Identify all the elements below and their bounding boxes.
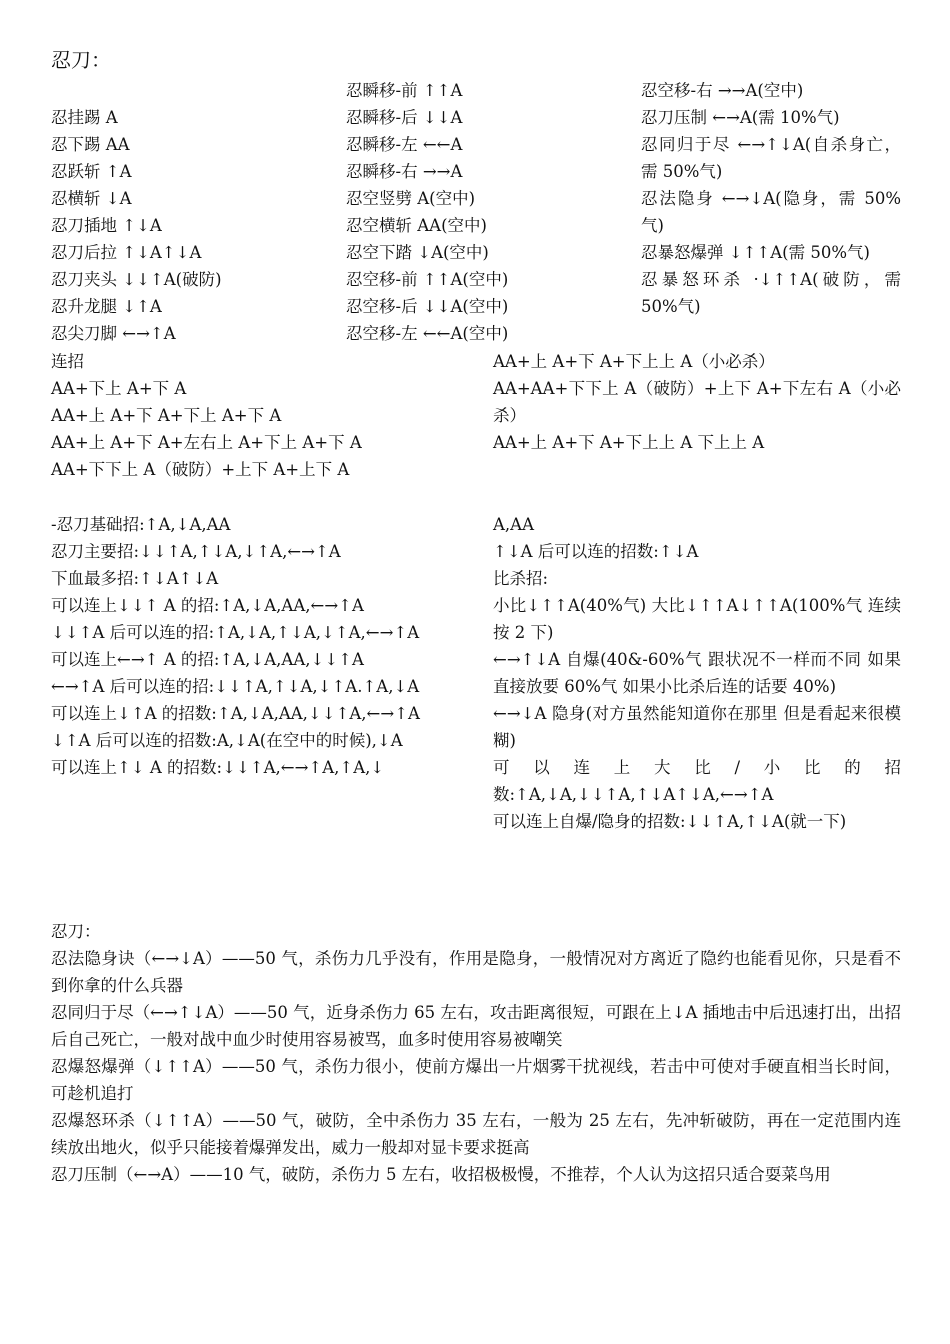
combo-line: AA+下下上 A（破防）+上下 A+上下 A [51, 460, 350, 479]
move-line: 忍空移-后 ↓↓A(空中) [346, 297, 509, 316]
moves-column-3 [641, 77, 901, 320]
move-line: 忍暴怒环杀 ·↓↑↑A(破防，需 50%气) [641, 270, 901, 316]
move-line: 忍空竖劈 A(空中) [346, 189, 476, 208]
move-line: 忍空移-前 ↑↑A(空中) [346, 270, 509, 289]
tip-line: ←→↑A 后可以连的招:↓↓↑A,↑↓A,↓↑A.↑A,↓A [51, 677, 420, 696]
tip-line: 下血最多招:↑↓A↑↓A [51, 569, 219, 588]
move-line: 忍瞬移-右 →→A [346, 162, 463, 181]
combo-line: AA+下上 A+下 A [51, 379, 187, 398]
tip-line: ↓↑A 后可以连的招数:A,↓A(在空中的时候),↓A [51, 731, 403, 750]
move-line: 忍暴怒爆弹 ↓↑↑A(需 50%气) [641, 243, 870, 262]
combo-column-right [493, 348, 901, 456]
move-line: 忍瞬移-前 ↑↑A [346, 81, 463, 100]
move-line: 忍刀夹头 ↓↓↑A(破防) [51, 270, 222, 289]
moves-column-2 [346, 77, 631, 347]
move-line: 忍同归于尽 ←→↑↓A(自杀身亡，需 50%气) [641, 135, 901, 181]
combo-line: AA+上 A+下 A+下上 A+下 A [51, 406, 282, 425]
move-line: 忍跃斩 ↑A [51, 162, 132, 181]
move-line: 忍瞬移-后 ↓↓A [346, 108, 463, 127]
move-line: 忍尖刀脚 ←→↑A [51, 324, 176, 343]
move-line [51, 77, 331, 104]
description-section [51, 918, 901, 1188]
tip-line: 可以连上↓↓↑ A 的招:↑A,↓A,AA,←→↑A [51, 596, 364, 615]
tip-line: 小比↓↑↑A(40%气) 大比↓↑↑A↓↑↑A(100%气 连续按 2 下) [493, 596, 901, 642]
tip-line: 可以连上自爆/隐身的招数:↓↓↑A,↑↓A(就一下) [493, 812, 847, 831]
move-line: 忍横斩 ↓A [51, 189, 132, 208]
tip-line: 忍刀主要招:↓↓↑A,↑↓A,↓↑A,←→↑A [51, 542, 341, 561]
tip-line: ←→↑↓A 自爆(40&-60%气 跟状况不一样而不同 如果直接放要 60%气 如果小比杀后连的话要 40%) [493, 650, 901, 696]
description-paragraph: 忍同归于尽（←→↑↓A）——50 气，近身杀伤力 65 左右，攻击距离很短，可跟在上↓A 插地击中后迅速打出，出招后自己死亡，一般对战中血少时使用容易被骂，血多时使用容易被嘲笑 [51, 1003, 901, 1049]
tip-line: ↓↓↑A 后可以连的招:↑A,↓A,↑↓A,↓↑A,←→↑A [51, 623, 420, 642]
combo-line: AA+上 A+下 A+左右上 A+下上 A+下 A [51, 433, 362, 452]
tip-line: -忍刀基础招:↑A,↓A,AA [51, 515, 231, 534]
combo-line: AA+AA+下下上 A（破防）+上下 A+下左右 A（小必杀） [493, 379, 901, 425]
combo-heading: 连招 [51, 352, 84, 371]
move-line: 忍空移-右 →→A(空中) [641, 81, 804, 100]
tip-line: ←→↓A 隐身(对方虽然能知道你在那里 但是看起来很模糊) [493, 704, 901, 750]
move-line: 忍瞬移-左 ←←A [346, 135, 463, 154]
combo-column-left [51, 348, 481, 483]
section-heading: 忍刀： [51, 922, 101, 941]
description-paragraph: 忍爆怒爆弹（↓↑↑A）——50 气，杀伤力很小，使前方爆出一片烟雾干扰视线，若击中可使对手硬直相当长时间，可趁机追打 [51, 1057, 901, 1103]
move-line: 忍刀插地 ↑↓A [51, 216, 162, 235]
description-paragraph: 忍法隐身诀（←→↓A）——50 气，杀伤力几乎没有，作用是隐身，一般情况对方离近了隐约也能看见你，只是看不到你拿的什么兵器 [51, 949, 901, 995]
move-line: 忍空移-左 ←←A(空中) [346, 324, 509, 343]
description-paragraph: 忍爆怒环杀（↓↑↑A）——50 气，破防，全中杀伤力 35 左右，一般为 25 左右，先冲斩破防，再在一定范围内连续放出地火，似乎只能接着爆弹发出，威力一般却对显卡要求挺高 [51, 1111, 901, 1157]
move-line: 忍升龙腿 ↓↑A [51, 297, 162, 316]
moves-column-1 [51, 77, 331, 347]
page-title: 忍刀： [51, 48, 111, 72]
tip-line: 可以连上↑↓ A 的招数:↓↓↑A,←→↑A,↑A,↓ [51, 758, 385, 777]
tip-line: ↑↓A 后可以连的招数:↑↓A [493, 542, 699, 561]
move-line: 忍挂踢 A [51, 108, 118, 127]
tip-line: A,AA [493, 515, 534, 534]
combo-line: AA+上 A+下 A+下上上 A（小必杀） [493, 352, 775, 371]
tip-line: 可以连上←→↑ A 的招:↑A,↓A,AA,↓↓↑A [51, 650, 364, 669]
description-paragraph: 忍刀压制（←→A）——10 气，破防，杀伤力 5 左右，收招极极慢，不推荐，个人认为这招只适合耍菜鸟用 [51, 1165, 831, 1184]
combo-line: AA+上 A+下 A+下上上 A 下上上 A [493, 433, 765, 452]
tips-column-left [51, 511, 459, 781]
move-line: 忍刀压制 ←→A(需 10%气) [641, 108, 840, 127]
tip-line: 比杀招: [493, 569, 549, 588]
move-line: 忍空横斩 AA(空中) [346, 216, 487, 235]
tip-line: 可以连上↓↑A 的招数:↑A,↓A,AA,↓↓↑A,←→↑A [51, 704, 420, 723]
tips-column-right [493, 511, 901, 835]
move-line: 忍刀后拉 ↑↓A↑↓A [51, 243, 202, 262]
move-line: 忍下踢 AA [51, 135, 130, 154]
move-line: 忍空下踏 ↓A(空中) [346, 243, 489, 262]
move-line: 忍法隐身 ←→↓A(隐身，需 50%气) [641, 189, 901, 235]
tip-line: 可以连上大比/小比的招数:↑A,↓A,↓↓↑A,↑↓A↑↓A,←→↑A [493, 758, 901, 804]
